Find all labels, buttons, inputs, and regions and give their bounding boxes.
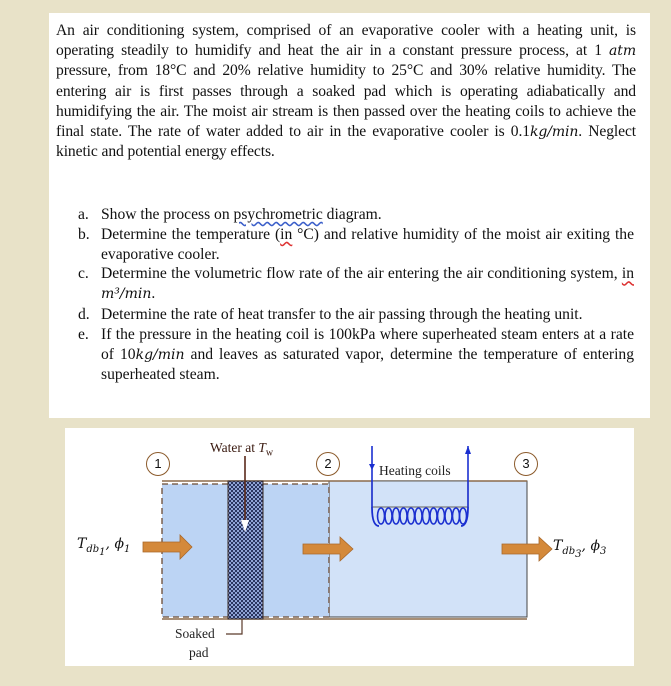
state-1-marker: 1 — [146, 452, 170, 476]
question-c: c. Determine the volumetric flow rate of the air entering the air conditioning system, in m³/min. — [78, 265, 634, 303]
question-b: b. Determine the temperature (in °C) and relative humidity of the moist air exiting the evaporative cooler. — [78, 225, 634, 263]
question-a: a. Show the process on psychrometric diagram. — [78, 206, 382, 223]
soaked-label: Soaked — [175, 626, 215, 641]
pad-label: pad — [189, 645, 209, 660]
outlet-state-label: $T_{db_3}$, $\phi_3$ — [553, 538, 607, 560]
heating-coils-label: Heating coils — [379, 463, 451, 478]
problem-statement: An air conditioning system, comprised of an evaporative cooler with a heating unit, is operating steadily to humidify and heat the air in a constant pressure process, at 1 atm pressure, from 18°C and 20% relative humidity to 25°C and 30% relative humidity. The entering air is first passes through a soaked pad which is operating adiabatically and humidifying the air. The moist air stream is then passed over the heating coils to achieve the final state. The rate of water added to air in the evaporative cooler is 0.1kg/min. Neglect kinetic and potential energy effects. — [56, 22, 636, 161]
state-3-marker: 3 — [514, 452, 538, 476]
problem-panel — [49, 13, 650, 418]
coil-frame — [372, 481, 468, 507]
question-e: e. If the pressure in the heating coil is 100kPa where superheated steam enters at a rate of 10kg/min and leaves as saturated vapor, determine the temperature of entering superheated steam. — [78, 325, 635, 384]
water-label: Water at $T_w$ — [210, 440, 274, 459]
question-list — [78, 205, 634, 385]
state-2-marker: 2 — [316, 452, 340, 476]
question-d: d. Determine the rate of heat transfer to the air passing through the heating unit. — [78, 305, 583, 323]
inlet-state-label: $T_{db_1}$, $\phi_1$ — [77, 536, 131, 558]
diagram-panel — [65, 428, 634, 666]
